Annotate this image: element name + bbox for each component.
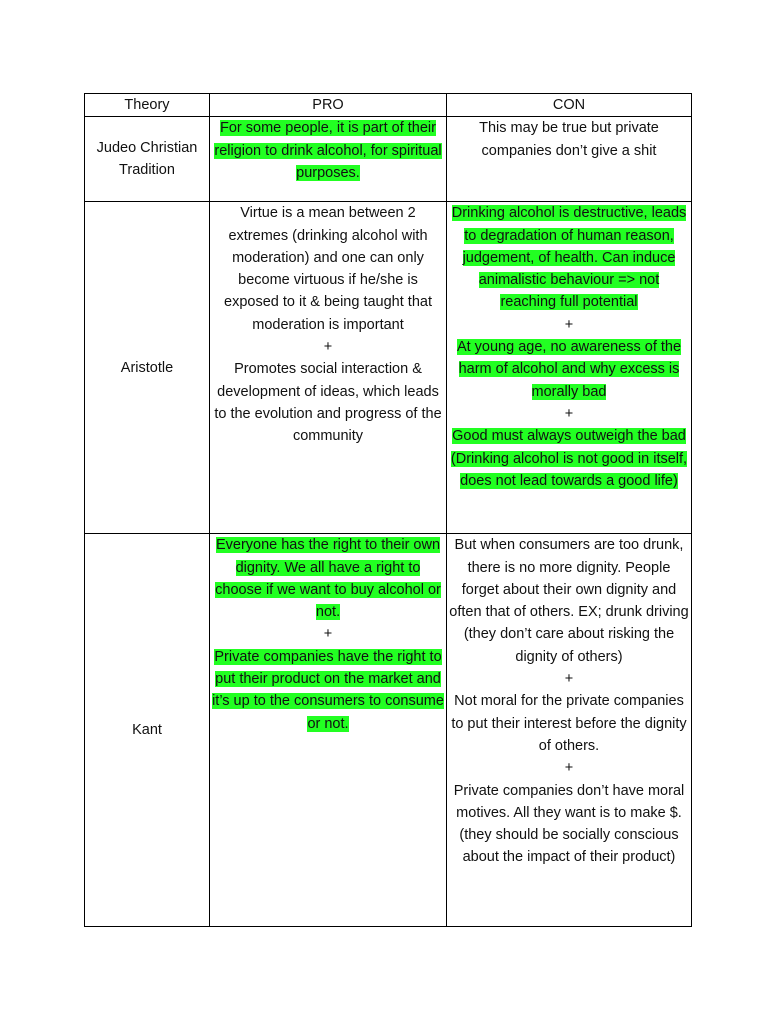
pro-argument: For some people, it is part of their religion to drink alcohol, for spiritual purposes. xyxy=(214,120,442,181)
con-argument: Drinking alcohol is destructive, leads to degradation of human reason, judgement, of health. Can induce animalistic behaviour => not reaching full potential xyxy=(451,205,687,311)
con-argument: Good must always outweigh the bad (Drinking alcohol is not good in itself, does not lead towards a good life) xyxy=(450,428,688,489)
con-cell xyxy=(447,202,692,534)
theory-cell xyxy=(85,534,210,927)
separator-plus: + xyxy=(564,405,574,422)
separator-plus: + xyxy=(323,339,333,356)
pro-cell xyxy=(210,117,447,202)
con-argument: Private companies don’t have moral motives. All they want is to make $. (they should be socially conscious about the impact of their product) xyxy=(453,782,685,866)
table-row xyxy=(85,117,692,202)
con-cell xyxy=(447,534,692,927)
theory-cell xyxy=(85,202,210,534)
con-argument: At young age, no awareness of the harm of alcohol and why excess is morally bad xyxy=(456,339,682,400)
pro-argument: Everyone has the right to their own dignity. We all have a right to choose if we want to buy alcohol or not. xyxy=(215,537,441,621)
theory-name: Judeo Christian Tradition xyxy=(96,140,198,179)
pro-argument: Virtue is a mean between 2 extremes (drinking alcohol with moderation) and one can only become virtuous if he/she is exposed to it & being taught that moderation is important xyxy=(224,205,432,333)
separator-plus: + xyxy=(564,316,574,333)
theory-cell xyxy=(85,117,210,202)
theory-name: Kant xyxy=(132,722,162,739)
table-row xyxy=(85,534,692,927)
header-theory: Theory xyxy=(85,94,210,117)
pro-argument: Private companies have the right to put their product on the market and it’s up to the consumers to consume or not. xyxy=(212,648,444,732)
table-row xyxy=(85,202,692,534)
con-argument: But when consumers are too drunk, there is no more dignity. People forget about their own dignity and often that of others. EX; drunk driving (they don’t care about risking the dignity of others) xyxy=(449,537,689,665)
separator-plus: + xyxy=(323,626,333,643)
con-argument: Not moral for the private companies to put their interest before the dignity of others. xyxy=(451,693,687,754)
header-con: CON xyxy=(447,94,692,117)
con-cell xyxy=(447,117,692,202)
separator-plus: + xyxy=(564,671,574,688)
header-row xyxy=(85,94,692,117)
pro-cell xyxy=(210,534,447,927)
theory-name: Aristotle xyxy=(120,359,174,376)
con-argument: This may be true but private companies don’t give a shit xyxy=(479,120,659,159)
pro-argument: Promotes social interaction & development of ideas, which leads to the evolution and progress of the community xyxy=(214,361,442,445)
separator-plus: + xyxy=(564,760,574,777)
header-pro: PRO xyxy=(210,94,447,117)
pro-cell xyxy=(210,202,447,534)
ethics-table xyxy=(84,93,692,927)
